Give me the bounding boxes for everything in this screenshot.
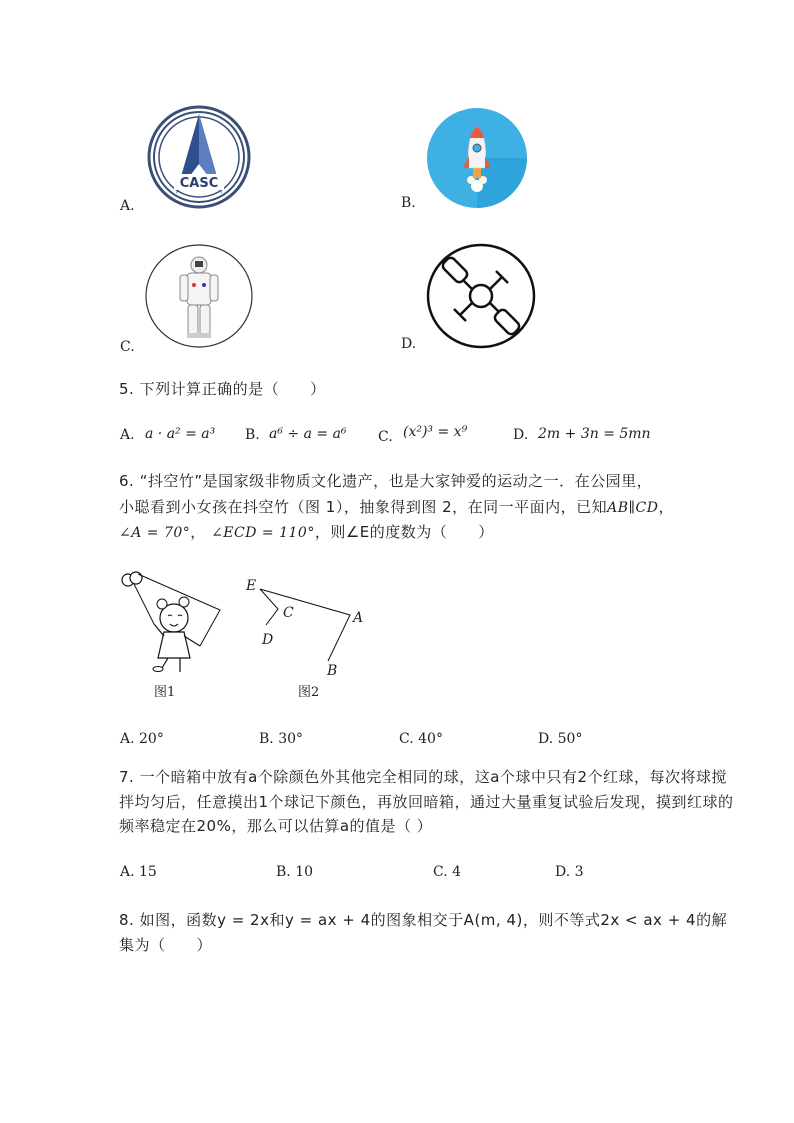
q5-option-a-expr: a · a² = a³ — [145, 426, 216, 442]
casc-logo-text: CASC — [179, 176, 219, 191]
q4-option-b-label: B. — [401, 195, 416, 211]
figure-2-caption: 图2 — [298, 685, 320, 700]
fig2-label-d: D — [262, 632, 274, 648]
q4-option-d-label: D. — [401, 336, 417, 352]
fig2-label-e: E — [246, 578, 257, 594]
q7-line-2: 拌均匀后，任意摸出1个球记下颜色，再放回暗箱，通过大量重复试验后发现，摸到红球的 — [119, 793, 734, 811]
q7-option-c: C. 4 — [433, 864, 462, 880]
q5-option-c-label: C. — [378, 429, 393, 445]
fig2-label-b: B — [327, 663, 338, 679]
q4-option-a-label: A. — [120, 198, 135, 214]
q6-option-b: B. 30° — [259, 731, 304, 747]
figure-2-geometry — [240, 575, 380, 680]
q7-option-d: D. 3 — [555, 864, 584, 880]
q7-option-a: A. 15 — [120, 864, 157, 880]
q5-option-a-label: A. — [120, 427, 135, 443]
q6-parallel-expr: AB∥CD — [607, 500, 659, 516]
q6-line-2: 小聪看到小女孩在抖空竹（图 1），抽象得到图 2，在同一平面内，已知AB∥CD， — [119, 498, 674, 516]
q5-option-d-label: D. — [513, 427, 529, 443]
q7-option-b: B. 10 — [276, 864, 314, 880]
q6-option-a: A. 20° — [120, 731, 164, 747]
q4-option-c-label: C. — [120, 339, 135, 355]
q5-option-c-expr: (x²)³ = x⁹ — [403, 424, 468, 440]
astronaut-icon — [144, 243, 254, 349]
q6-line-1: 6. “抖空竹”是国家级非物质文化遗产，也是大家钟爱的运动之一．在公园里， — [119, 472, 653, 490]
q6-angle-a: ∠A = 70° — [119, 525, 191, 541]
fig2-label-a: A — [353, 610, 364, 626]
q5-stem: 5. 下列计算正确的是（ ） — [119, 380, 326, 398]
casc-logo-icon — [146, 104, 252, 210]
q6-option-d: D. 50° — [538, 731, 583, 747]
q5-option-d-expr: 2m + 3n = 5mn — [538, 426, 651, 442]
q5-option-b-expr: a⁶ ÷ a = a⁶ — [269, 426, 347, 442]
q7-line-3: 频率稳定在20%，那么可以估算a的值是（ ） — [119, 817, 433, 835]
q8-line-1: 8. 如图，函数y = 2x和y = ax + 4的图象相交于A(m, 4)，则不等式2x < ax + 4的解 — [119, 911, 728, 929]
q7-line-1: 7. 一个暗箱中放有a个除颜色外其他完全相同的球，这a个球中只有2个红球，每次将球搅 — [119, 768, 728, 786]
rocket-badge-icon — [427, 108, 527, 208]
q5-option-b-label: B. — [245, 427, 260, 443]
figure-1-girl-diabolo — [118, 568, 230, 680]
q8-line-2: 集为（ ） — [119, 936, 213, 954]
q6-option-c: C. 40° — [399, 731, 443, 747]
q6-line-2-text: 小聪看到小女孩在抖空竹（图 1），抽象得到图 2，在同一平面内，已知 — [119, 498, 608, 516]
fig2-label-c: C — [283, 605, 294, 621]
q6-line-3: ∠A = 70°， ∠ECD = 110°，则∠E的度数为（ ） — [119, 523, 494, 541]
figure-1-caption: 图1 — [154, 685, 176, 700]
space-station-icon — [426, 243, 536, 349]
q6-angle-ecd: ∠ECD = 110° — [211, 525, 315, 541]
q6-line-3-text: ，则∠E的度数为（ ） — [314, 523, 494, 541]
